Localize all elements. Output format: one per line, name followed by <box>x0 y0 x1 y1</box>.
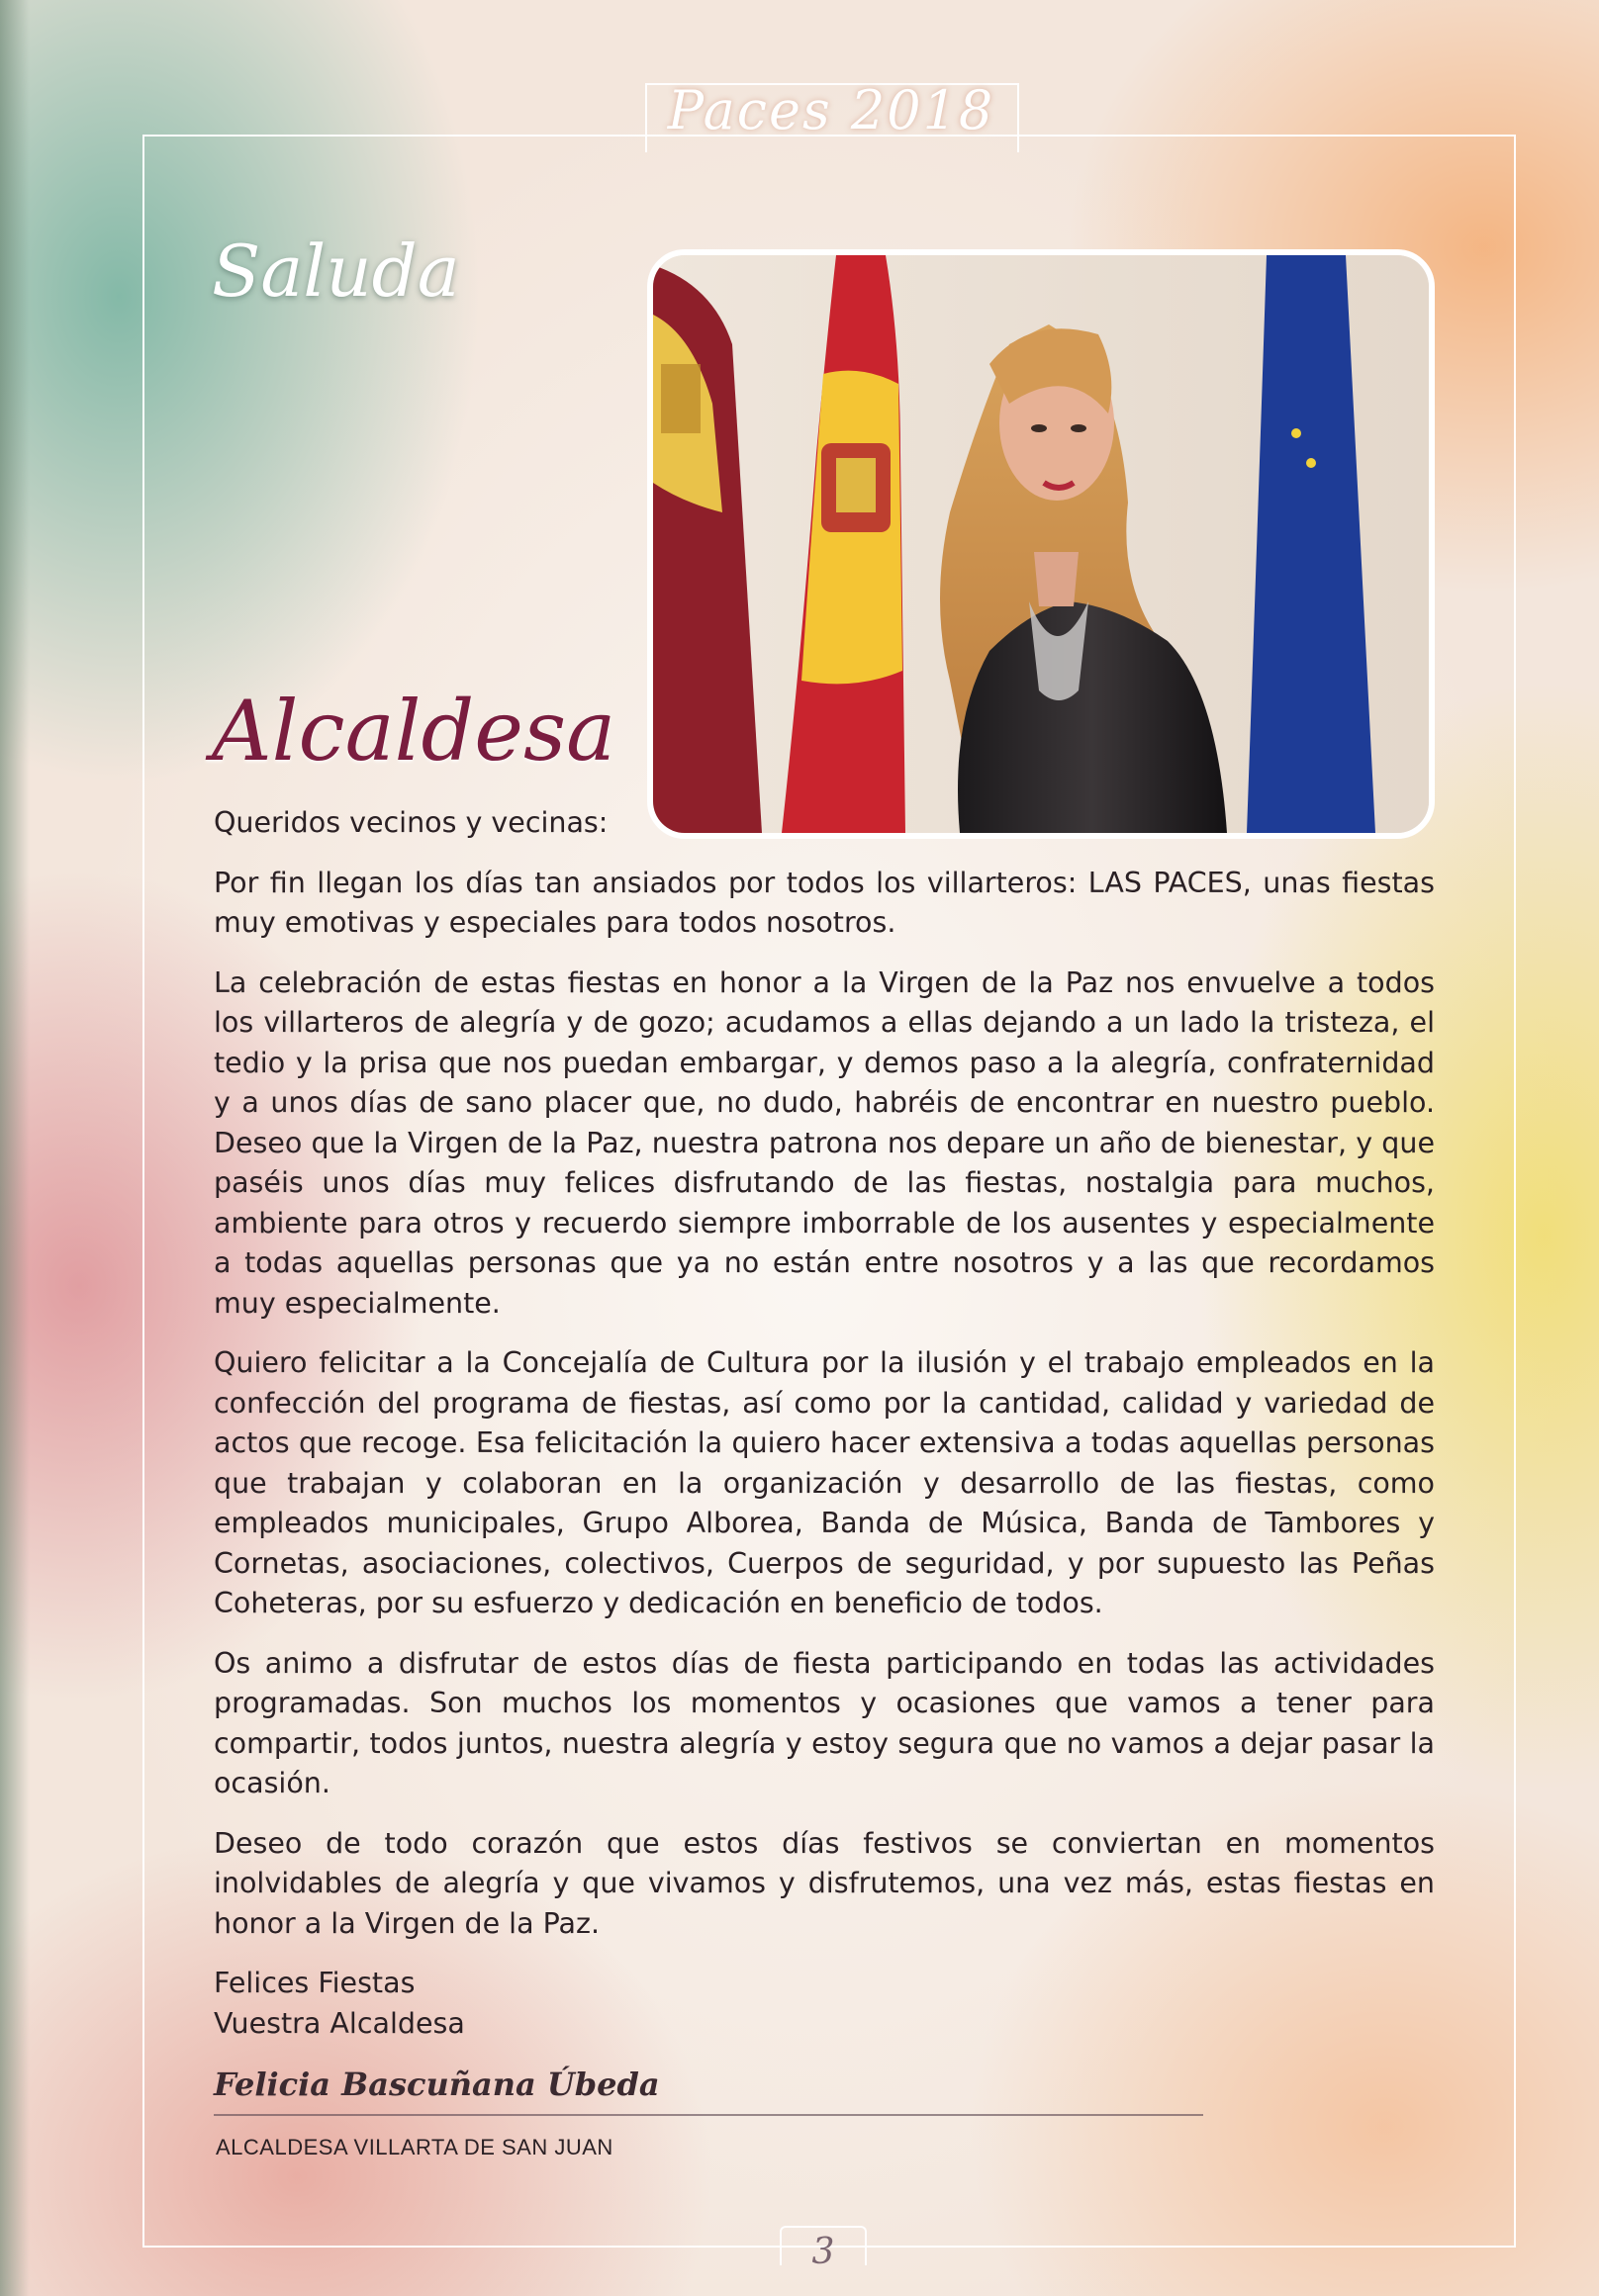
closing-line: Felices Fiestas <box>214 1967 416 1999</box>
signature-name: Felicia Bascuñana Úbeda <box>214 2066 660 2103</box>
letter-paragraph: La celebración de estas fiestas en honor a la Virgen de la Paz nos envuelve a todos los villarteros de alegría y de gozo; acudamos a ellas dejando a un lado la tristeza, el tedio y la prisa que nos puedan embargar, y demos paso a la alegría, confraternidad y a unos días de sano placer que, no dudo, habréis de encontrar en nuestro pueblo. Deseo que la Virgen de la Paz, nuestra patrona nos depare un año de bienestar, y que paséis unos días muy felices disfrutando de las fiestas, nostalgia para muchos, ambiente para otros y recuerdo siempre imborrable de los ausentes y especialmente a todas aquellas personas que ya no están entre nosotros y a las que recordamos muy especialmente. <box>214 965 1435 1320</box>
signature-divider <box>214 2114 1203 2116</box>
portrait-with-flags-icon <box>653 255 1429 833</box>
letter-paragraph: Por fin llegan los días tan ansiados por todos los villarteros: LAS PACES, unas fiestas muy emotivas y especiales para todos nosotros. <box>214 866 1435 939</box>
header-title: Paces 2018 <box>667 79 995 141</box>
letter-paragraph: Deseo de todo corazón que estos días festivos se conviertan en momentos inolvidables de alegría y que vivamos y disfrutemos, una vez más, estas fiestas en honor a la Virgen de la Paz. <box>214 1826 1435 1940</box>
signature-title: ALCALDESA VILLARTA DE SAN JUAN <box>216 2135 613 2159</box>
letter-paragraph: Quiero felicitar a la Concejalía de Cultura por la ilusión y el trabajo empleados en la confección del programa de fiestas, así como por la cantidad, calidad y variedad de actos que recoge. Esa felicitación la quiero hacer extensiva a todas aquellas personas que trabajan y colaboran en la organización y desarrollo de las fiestas, como empleados municipales, Grupo Alborea, Banda de Música, Banda de Tambores y Cornetas, asociaciones, colectivos, Cuerpos de seguridad, y por supuesto las Peñas Coheteras, por su esfuerzo y dedicación en beneficio de todos. <box>214 1346 1435 1619</box>
role-title: Alcaldesa <box>212 683 616 780</box>
page-fold-shadow <box>0 0 30 2296</box>
closing-line: Vuestra Alcaldesa <box>214 2006 465 2040</box>
letter-salutation: Queridos vecinos y vecinas: <box>214 806 609 839</box>
mayor-portrait-photo <box>647 249 1435 839</box>
section-label: Saluda <box>212 230 460 313</box>
letter-paragraph: Os animo a disfrutar de estos días de fiesta participando en todas las actividades programadas. Son muchos los momentos y ocasiones que vamos a tener para compartir, todos juntos, nuestra alegría y estoy segura que no vamos a dejar pasar la ocasión. <box>214 1646 1435 1799</box>
letter-body <box>214 803 1435 2044</box>
page-number: 3 <box>811 2232 835 2272</box>
